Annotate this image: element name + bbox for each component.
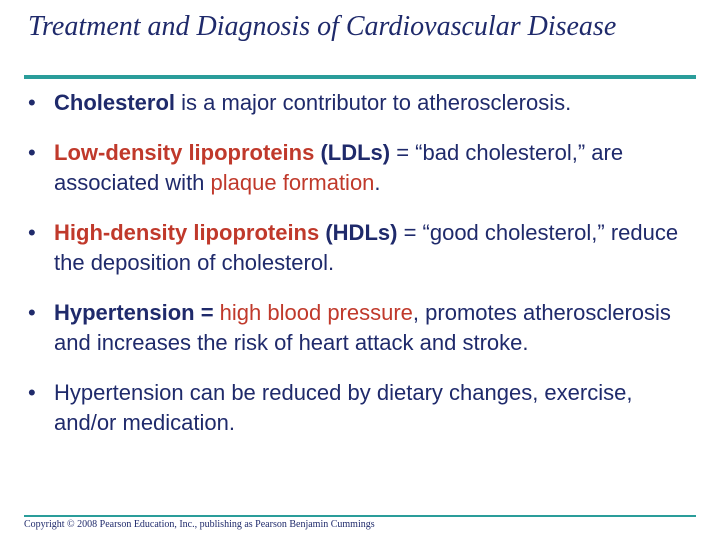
bullet-dot: • — [28, 140, 36, 165]
term-high-blood-pressure: high blood pressure — [219, 300, 413, 325]
term-ldl: Low-density lipoproteins — [54, 140, 315, 165]
bullet-text: = “good cholesterol,” reduce the deposition of cholesterol. — [54, 220, 679, 275]
bullet-dot: • — [28, 90, 36, 115]
term-hdl-abbrev: (HDLs) — [319, 220, 398, 245]
term-hypertension: Hypertension — [54, 300, 195, 325]
bullet-text: , promotes atherosclerosis and increases the risk of heart attack and stroke. — [54, 300, 671, 355]
term-hdl: High-density lipoproteins — [54, 220, 320, 245]
bullet-item — [28, 218, 698, 278]
bullet-text: cholesterol,” are associated with — [54, 140, 624, 195]
copyright-footer: Copyright © 2008 Pearson Education, Inc., publishing as Pearson Benjamin Cummings — [24, 519, 375, 530]
bullet-item — [28, 88, 698, 118]
title-divider — [24, 75, 696, 79]
bullet-dot: • — [28, 300, 36, 325]
bullet-item — [28, 138, 698, 198]
bullet-item — [28, 298, 698, 358]
term-plaque-formation: plaque formation — [210, 170, 375, 195]
footer-divider — [24, 515, 696, 517]
bullet-dot: • — [28, 220, 36, 245]
bullet-dot: • — [28, 380, 36, 405]
equals-sign: = — [194, 300, 220, 325]
term-ldl-abbrev: (LDLs) — [314, 140, 391, 165]
bullet-list — [28, 88, 698, 438]
term-cholesterol: Cholesterol — [54, 90, 176, 115]
bullet-text: is a major contributor to atherosclerosis. — [175, 90, 572, 115]
bullet-text: . — [374, 170, 381, 195]
bullet-text: = “bad — [390, 140, 466, 165]
bullet-text: Hypertension can be reduced by dietary changes, exercise, and/or medication. — [54, 380, 633, 435]
bullet-item — [28, 378, 698, 438]
slide-title: Treatment and Diagnosis of Cardiovascular Disease — [28, 11, 617, 42]
